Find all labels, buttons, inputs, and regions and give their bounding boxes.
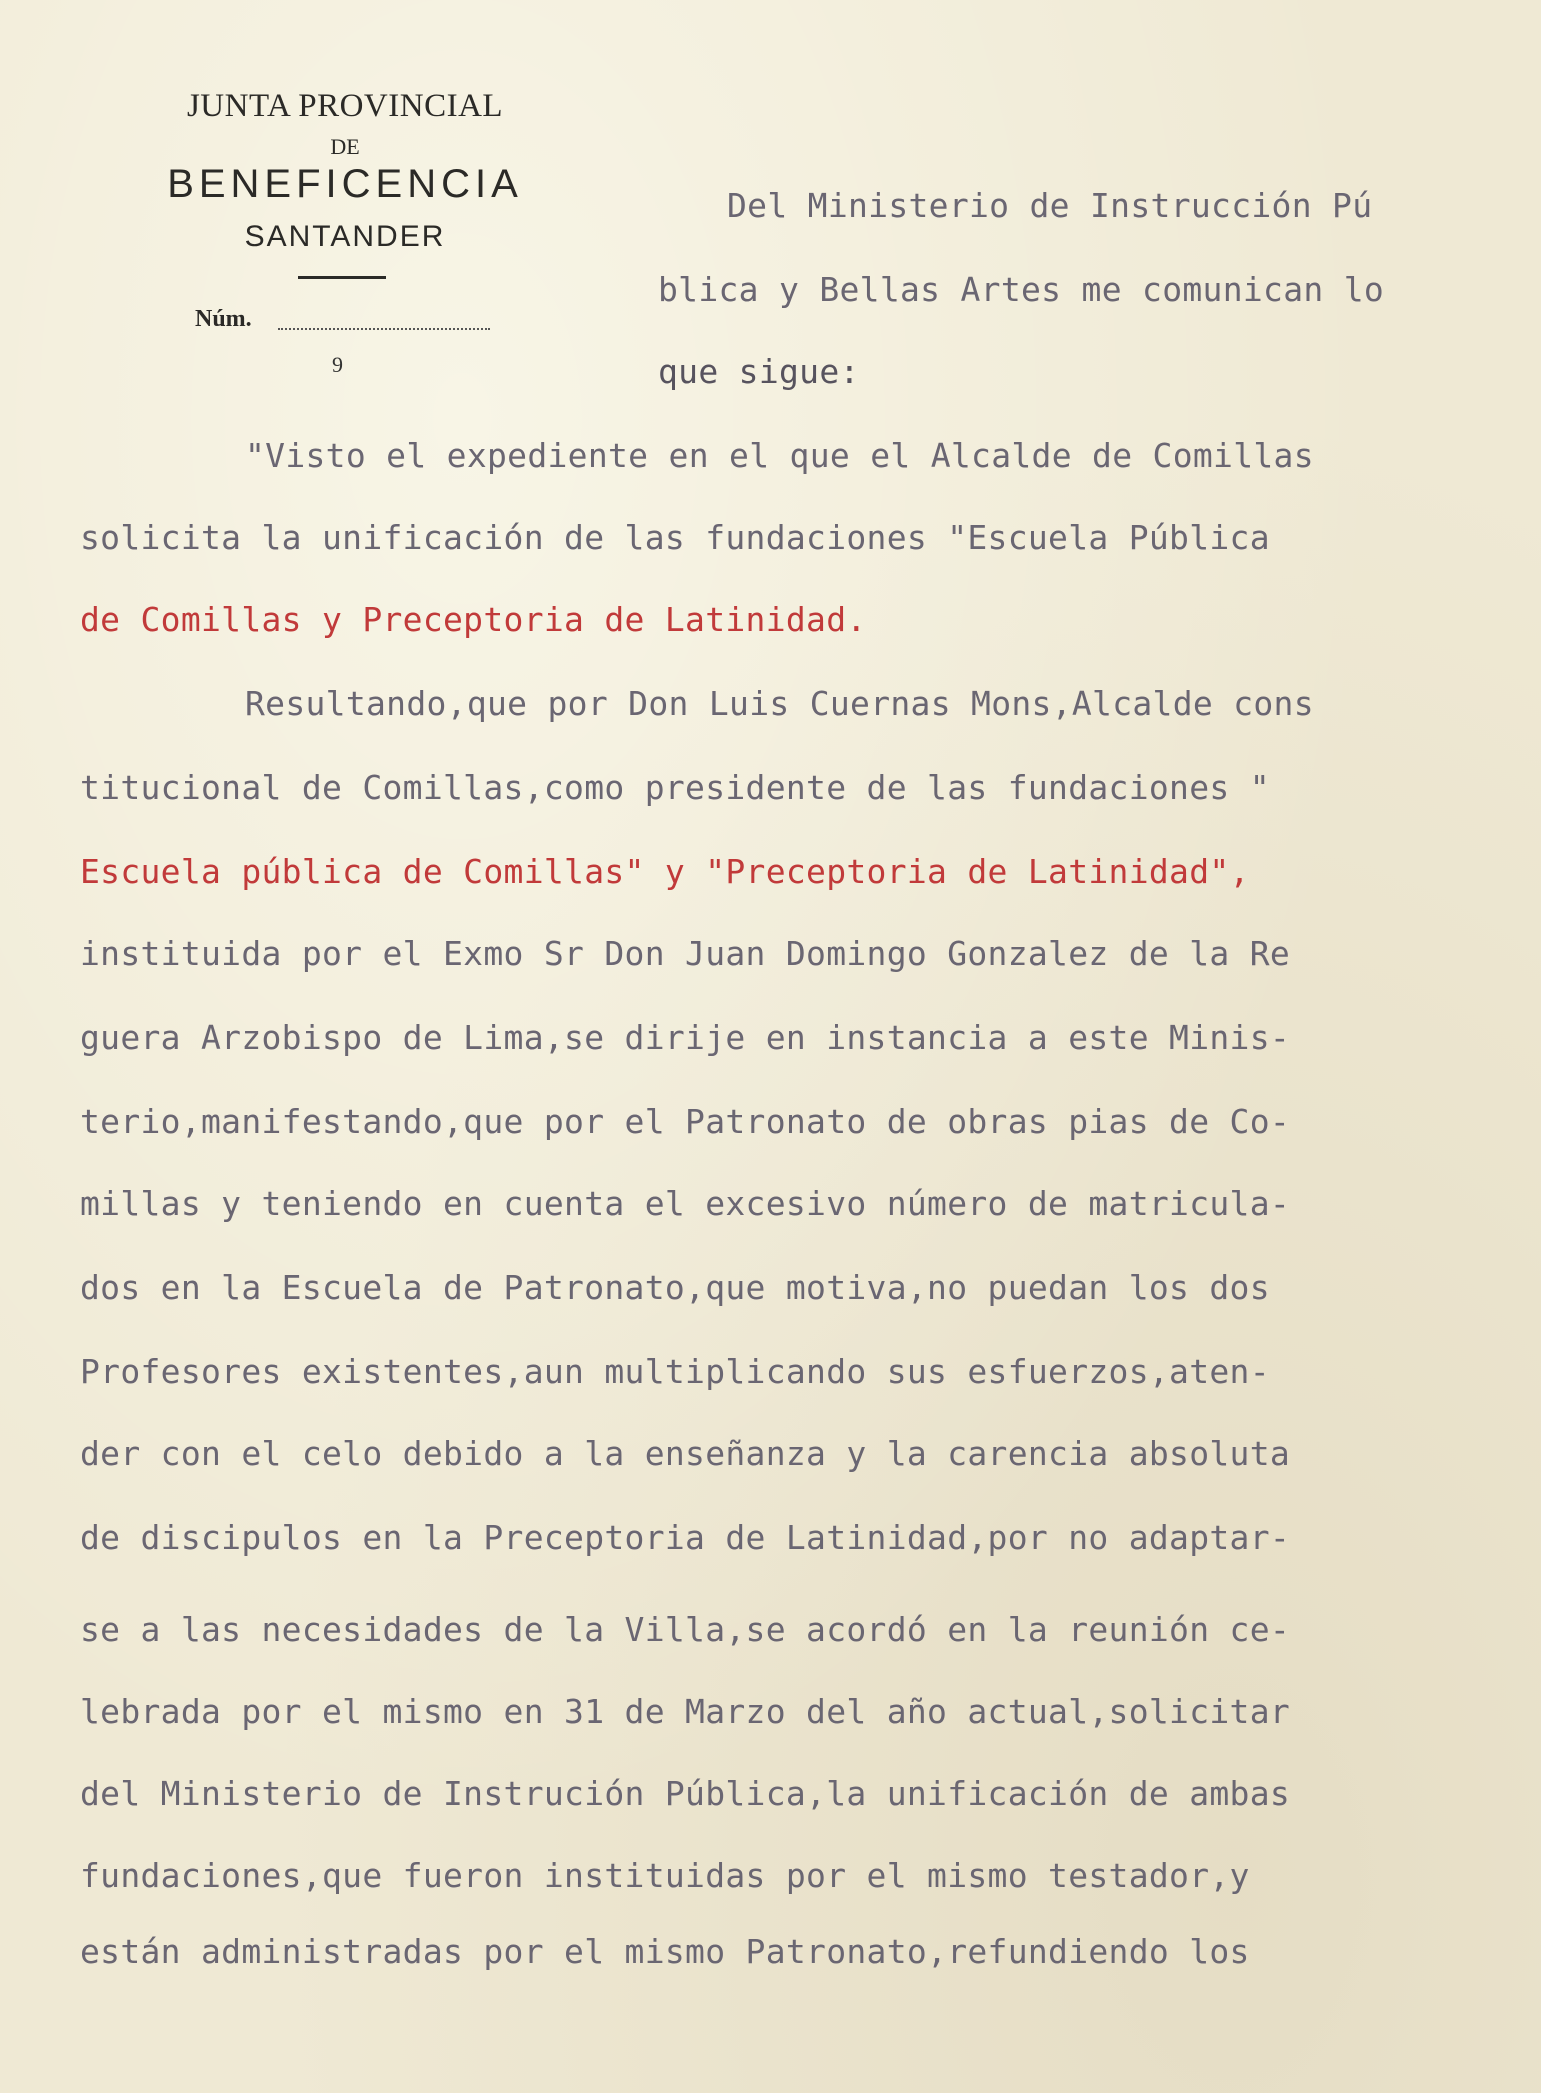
body-line-16: der con el celo debido a la enseñanza y la carencia absoluta	[80, 1434, 1291, 1473]
letterhead-beneficencia: BENEFICENCIA	[167, 162, 523, 206]
body-line-10: instituida por el Exmo Sr Don Juan Domingo Gonzalez de la Re	[80, 934, 1291, 973]
body-line-9: Escuela pública de Comillas" y "Preceptoria de Latinidad",	[80, 852, 1250, 891]
body-line-4: "Visto el expediente en el que el Alcalde de Comillas	[245, 436, 1314, 475]
body-line-5: solicita la unificación de las fundaciones "Escuela Pública	[80, 518, 1270, 557]
letterhead-santander: SANTANDER	[244, 220, 446, 253]
number-label: Núm.	[195, 306, 252, 332]
body-line-22: están administradas por el mismo Patronato,refundiendo los	[80, 1932, 1250, 1971]
reference-mark: 9	[332, 352, 343, 377]
body-line-15: Profesores existentes,aun multiplicando sus esfuerzos,aten-	[80, 1352, 1270, 1391]
body-line-20: del Ministerio de Instrución Pública,la unificación de ambas	[80, 1774, 1291, 1813]
body-line-6: de Comillas y Preceptoria de Latinidad.	[80, 600, 867, 639]
letterhead-junta-provincial: JUNTA PROVINCIAL	[186, 88, 504, 124]
body-line-12: terio,manifestando,que por el Patronato de obras pias de Co-	[80, 1102, 1291, 1141]
body-line-21: fundaciones,que fueron instituidas por el mismo testador,y	[80, 1856, 1250, 1895]
body-line-14: dos en la Escuela de Patronato,que motiva,no puedan los dos	[80, 1268, 1270, 1307]
body-line-8: titucional de Comillas,como presidente de las fundaciones "	[80, 768, 1270, 807]
body-line-11: guera Arzobispo de Lima,se dirije en instancia a este Minis-	[80, 1018, 1291, 1057]
body-line-2: blica y Bellas Artes me comunican lo	[658, 270, 1385, 309]
body-line-17: de discipulos en la Preceptoria de Latinidad,por no adaptar-	[80, 1518, 1291, 1557]
body-line-18: se a las necesidades de la Villa,se acordó en la reunión ce-	[80, 1610, 1291, 1649]
body-line-1: Del Ministerio de Instrucción Pú	[727, 186, 1373, 225]
body-line-7: Resultando,que por Don Luis Cuernas Mons,Alcalde cons	[245, 684, 1314, 723]
body-line-19: lebrada por el mismo en 31 de Marzo del año actual,solicitar	[80, 1692, 1291, 1731]
letterhead-de: DE	[330, 134, 360, 159]
body-line-3: que sigue:	[658, 352, 860, 391]
body-line-13: millas y teniendo en cuenta el excesivo número de matricula-	[80, 1184, 1291, 1223]
